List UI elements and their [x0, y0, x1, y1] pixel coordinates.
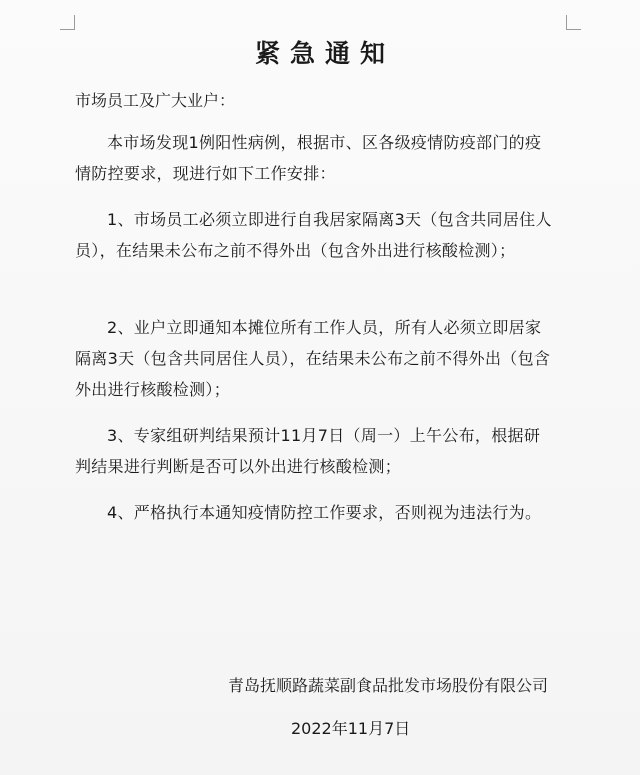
notice-title: 紧急通知 — [254, 39, 395, 68]
salutation: 市场员工及广大业户： — [75, 91, 236, 110]
crop-mark-right — [566, 15, 581, 30]
crop-mark-left — [60, 15, 75, 30]
item-paragraph-4: 4、严格执行本通知疫情防控工作要求，否则视为违法行为。 — [107, 503, 542, 522]
intro-paragraph: 本市场发现1例阳性病例，根据市、区各级疫情防疫部门的疫情防控要求，现进行如下工作安排： — [75, 133, 542, 183]
item-paragraph-1: 1、市场员工必须立即进行自我居家隔离3天（包含共同居住人员），在结果未公布之前不得外出（包含外出进行核酸检测）； — [75, 210, 552, 260]
issuer-signature: 青岛抚顺路蔬菜副食品批发市场股份有限公司 — [227, 676, 548, 695]
item-paragraph-3: 3、专家组研判结果预计11月7日（周一）上午公布，根据研判结果进行判断是否可以外出进行核酸检测； — [75, 426, 541, 476]
issue-date: 2022年11月7日 — [291, 719, 411, 738]
item-paragraph-2: 2、业户立即通知本摊位所有工作人员，所有人必须立即居家隔离3天（包含共同居住人员），在结果未公布之前不得外出（包含外出进行核酸检测）； — [75, 318, 551, 399]
